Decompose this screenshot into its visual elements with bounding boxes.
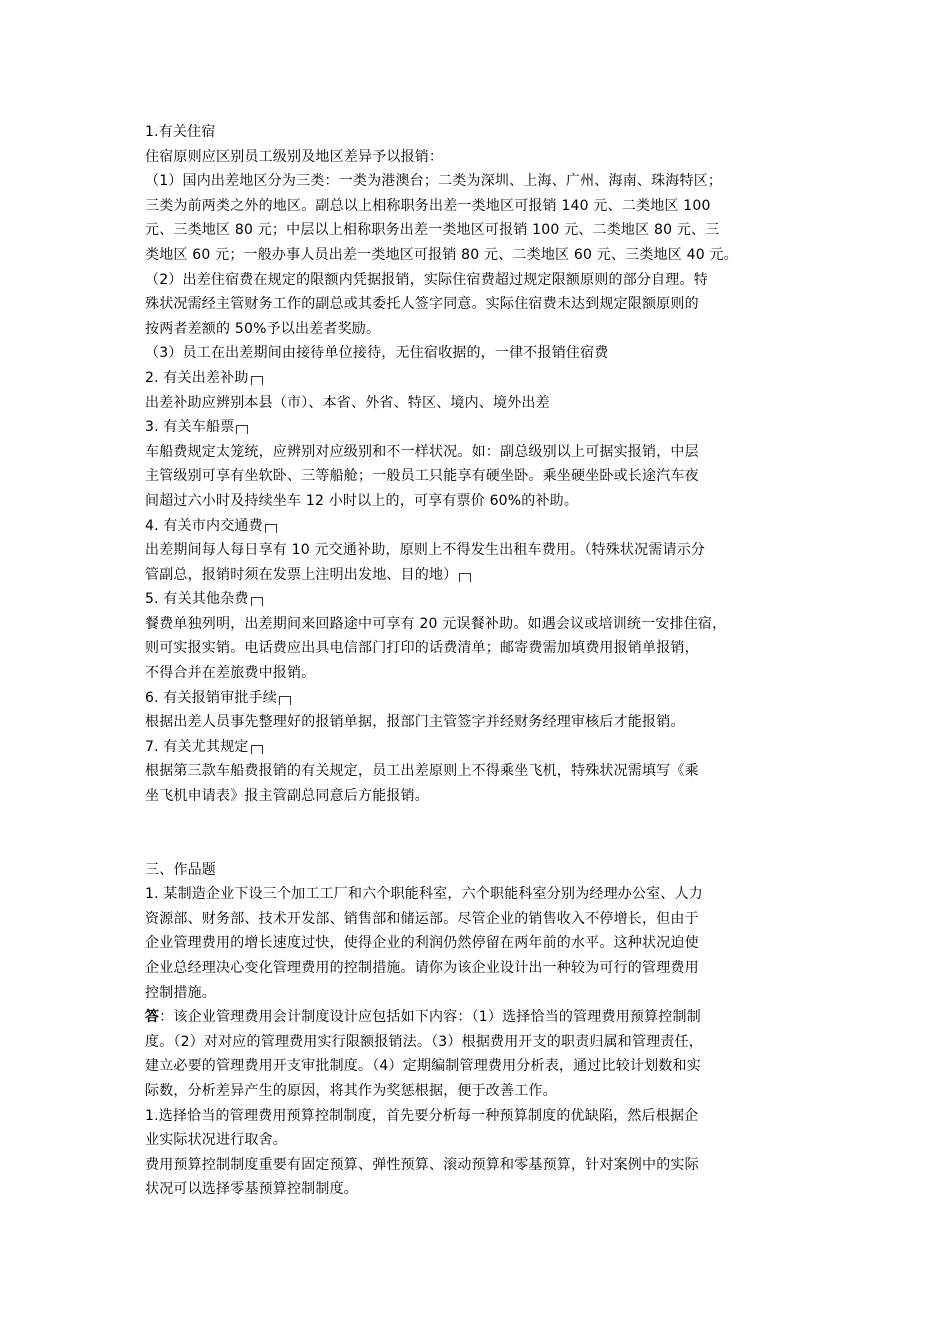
paragraph: 三类为前两类之外的地区。副总以上相称职务出差一类地区可报销 140 元、二类地区 100 <box>145 197 711 214</box>
paragraph-text: 管副总，报销时须在发票上注明出发地、目的地） <box>145 566 458 583</box>
paragraph: 类地区 60 元；一般办事人员出差一类地区可报销 80 元、二类地区 60 元、三类地区 40 元。 <box>145 246 738 263</box>
heading-text: 6. 有关报销审批手续 <box>145 689 278 706</box>
answer-text: ：该企业管理费用会计制度设计应包括如下内容：（1）选择恰当的管理费用预算控制制 <box>159 1009 701 1026</box>
question: 企业总经理决心变化管理费用的控制措施。请你为该企业设计出一种较为可行的管理费用 <box>145 960 699 976</box>
paragraph: （3）员工在出差期间由接待单位接待，无住宿收据的，一律不报销住宿费 <box>145 345 609 362</box>
paragraph-mark-icon <box>236 425 248 434</box>
paragraph: （2）出差住宿费在规定的限额内凭据报销，实际住宿费超过规定限额原则的部分自理。特 <box>145 271 708 288</box>
paragraph: 坐飞机申请表》报主管副总同意后方能报销。 <box>145 788 429 805</box>
paragraph: 住宿原则应区别员工级别及地区差异予以报销： <box>145 148 444 165</box>
paragraph: 出差期间每人每日享有 10 元交通补助，原则上不得发生出租车费用。（特殊状况需请示分 <box>145 542 706 559</box>
heading-text: 2. 有关出差补助 <box>145 369 249 386</box>
paragraph: 元、三类地区 80 元；中层以上相称职务出差一类地区可报销 100 元、二类地区 80 元、三 <box>145 222 720 239</box>
answer: 建立必要的管理费用开支审批制度。（4）定期编制管理费用分析表，通过比较计划数和实 <box>145 1058 701 1075</box>
section-heading-lodging: 1.有关住宿 <box>145 124 216 140</box>
heading-text: 7. 有关尤其规定 <box>145 738 249 755</box>
document-page <box>145 120 813 1202</box>
paragraph: 主管级别可享有坐软卧、三等船舱；一般员工只能享有硬坐卧。乘坐硬坐卧或长途汽车夜 <box>145 468 699 485</box>
question: 企业管理费用的增长速度过快，使得企业的利润仍然停留在两年前的水平。这种状况迫使 <box>145 935 699 952</box>
paragraph-mark-icon <box>251 745 263 754</box>
section-heading-misc <box>145 587 813 612</box>
question: 资源部、财务部、技术开发部、销售部和储运部。尽管企业的销售收入不停增长，但由于 <box>145 910 699 927</box>
section-title: 三、作品题 <box>145 861 216 878</box>
answer: 1.选择恰当的管理费用预算控制制度，首先要分析每一种预算制度的优缺陷，然后根据企 <box>145 1107 699 1124</box>
paragraph: 根据出差人员事先整理好的报销单据，报部门主管签字并经财务经理审核后才能报销。 <box>145 714 685 731</box>
heading-text: 4. 有关市内交通费 <box>145 517 263 534</box>
heading-text: 5. 有关其他杂费 <box>145 591 249 608</box>
answer: 状况可以选择零基预算控制制度。 <box>145 1181 358 1198</box>
paragraph-mark-icon <box>459 573 471 582</box>
paragraph-mark-icon <box>279 696 291 705</box>
answer: 费用预算控制制度重要有固定预算、弹性预算、滚动预算和零基预算，针对案例中的实际 <box>145 1156 699 1173</box>
answer-label: 答 <box>145 1009 160 1026</box>
paragraph: 出差补助应辨别本县（市）、本省、外省、特区、境内、境外出差 <box>145 394 550 411</box>
section-heading-special <box>145 735 813 760</box>
section-heading-allowance <box>145 366 813 391</box>
paragraph-mark-icon <box>265 524 277 533</box>
paragraph: 餐费单独列明，出差期间来回路途中可享有 20 元误餐补助。如遇会议或培训统一安排住宿， <box>145 615 727 632</box>
paragraph: 殊状况需经主管财务工作的副总或其委托人签字同意。实际住宿费未达到规定限额原则的 <box>145 296 699 313</box>
section-heading-tickets <box>145 415 813 440</box>
answer: 际数，分析差异产生的原因，将其作为奖惩根据，便于改善工作。 <box>145 1082 557 1099</box>
question: 1. 某制造企业下设三个加工工厂和六个职能科室，六个职能科室分别为经理办公室、人力 <box>145 886 704 903</box>
paragraph: 则可实报实销。电话费应出具电信部门打印的话费清单；邮寄费需加填费用报销单报销， <box>145 640 699 657</box>
paragraph: （1）国内出差地区分为三类：一类为港澳台；二类为深圳、上海、广州、海南、珠海特区； <box>145 173 723 190</box>
heading-text: 3. 有关车船票 <box>145 419 235 436</box>
paragraph-line <box>145 563 813 588</box>
question: 控制措施。 <box>145 984 216 1001</box>
paragraph: 不得合并在差旅费中报销。 <box>145 665 316 682</box>
paragraph-mark-icon <box>251 597 263 606</box>
section-heading-transport <box>145 514 813 539</box>
answer: 业实际状况进行取舍。 <box>145 1132 287 1149</box>
answer: 度。（2）对对应的管理费用实行限额报销法。（3）根据费用开支的职责归属和管理责任， <box>145 1033 704 1050</box>
paragraph-mark-icon <box>251 376 263 385</box>
section-heading-approval <box>145 686 813 711</box>
paragraph: 根据第三款车船费报销的有关规定，员工出差原则上不得乘坐飞机，特殊状况需填写《乘 <box>145 763 699 780</box>
paragraph: 间超过六小时及持续坐车 12 小时以上的，可享有票价 60%的补助。 <box>145 492 579 509</box>
paragraph: 按两者差额的 50%予以出差者奖励。 <box>145 320 381 337</box>
paragraph: 车船费规定太笼统，应辨别对应级别和不一样状况。如：副总级别以上可据实报销，中层 <box>145 443 699 460</box>
section-spacer <box>145 809 813 858</box>
answer-line <box>145 1005 813 1030</box>
